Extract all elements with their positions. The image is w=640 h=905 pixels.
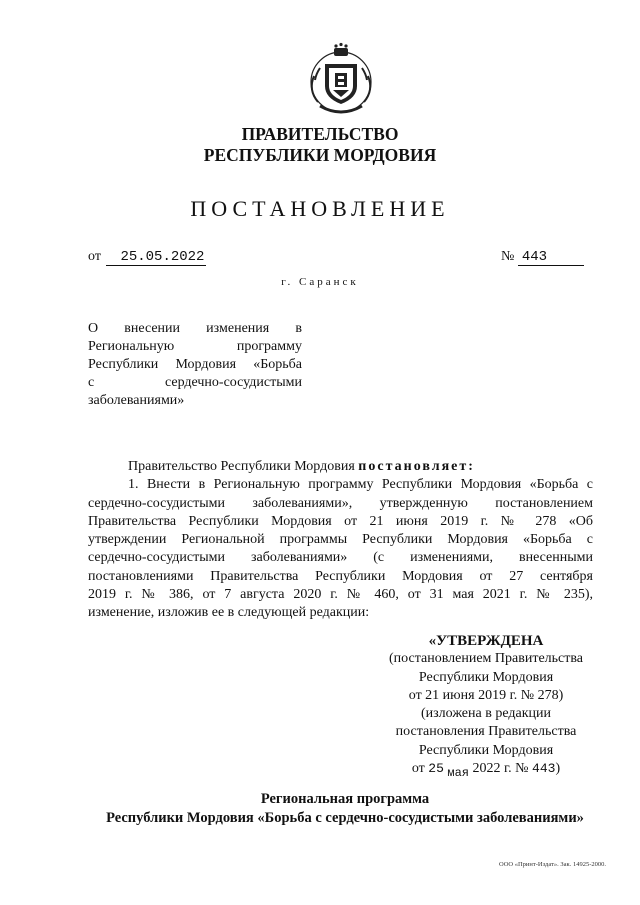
body-line: сердечно-сосудистыми заболеваниями» (с изменениями, внесенными xyxy=(88,550,593,566)
program-title xyxy=(0,790,640,827)
preamble-text: Правительство Республики Мордовия xyxy=(128,459,355,474)
subject-line: О внесении изменения в xyxy=(88,321,302,336)
government-title-line: РЕСПУБЛИКИ МОРДОВИЯ xyxy=(203,145,437,165)
body-line: утверждении Региональной программы Республики Мордовия «Борьба с xyxy=(88,532,593,548)
body-line: изменение, изложив ее в следующей редакции: xyxy=(88,605,370,621)
date-prefix: от xyxy=(88,249,101,264)
approval-line: Республики Мордовия xyxy=(418,742,554,758)
government-title-line: ПРАВИТЕЛЬСТВО xyxy=(241,124,399,144)
approval-date-day: 25 xyxy=(428,761,444,777)
program-title-line: Республики Мордовия «Борьба с сердечно-сосудистыми заболеваниями» xyxy=(106,809,584,826)
approval-stamp xyxy=(370,632,602,781)
government-title xyxy=(0,124,640,166)
approval-date-line xyxy=(370,760,602,781)
subject-line: с сердечно-сосудистыми xyxy=(88,375,302,390)
subject-line: заболеваниями» xyxy=(88,393,185,408)
city: г. Саранск xyxy=(281,276,359,288)
approval-line: от 21 июня 2019 г. № 278) xyxy=(408,687,564,703)
document-type: ПОСТАНОВЛЕНИЕ xyxy=(190,196,450,221)
coat-of-arms-emblem xyxy=(300,40,382,118)
approval-line: (изложена в редакции xyxy=(421,706,551,722)
body-line: сердечно-сосудистыми заболеваниями», утвержденную постановлением xyxy=(88,495,593,511)
number-value: 443 xyxy=(518,249,584,266)
date-value: 25.05.2022 xyxy=(106,249,206,266)
approval-line: (постановлением Правительства xyxy=(389,651,583,667)
document-number xyxy=(501,249,584,266)
number-prefix: № xyxy=(501,249,515,264)
approval-heading: «УТВЕРЖДЕНА xyxy=(428,633,544,649)
subject-heading xyxy=(88,320,302,410)
subject-line: Региональную программу xyxy=(88,339,302,354)
approval-date-month: мая xyxy=(447,766,470,781)
approval-line: постановления Правительства xyxy=(395,724,577,740)
document-date xyxy=(88,249,206,266)
body-line: 1. Внести в Региональную программу Республики Мордовия «Борьба с xyxy=(128,477,593,493)
subject-line: Республики Мордовия «Борьба xyxy=(88,357,302,372)
approval-date-year: 2022 г. № xyxy=(472,761,529,777)
printer-note: ООО «Принт-Издат». Зак. 14925-2000. xyxy=(499,861,606,868)
document-body xyxy=(88,458,593,623)
preamble-decision: постановляет: xyxy=(358,459,475,474)
program-title-line: Региональная программа xyxy=(260,791,430,807)
body-line: постановлениями Правительства Республики Мордовия от 27 сентября xyxy=(88,568,593,584)
approval-date-prefix: от xyxy=(411,761,425,777)
approval-number: 443 xyxy=(532,761,556,777)
body-line: 2019 г. № 386, от 7 августа 2020 г. № 460, от 31 мая 2021 г. № 235), xyxy=(88,587,593,603)
body-line: Правительства Республики Мордовия от 21 июня 2019 г. № 278 «Об xyxy=(88,513,593,529)
approval-date-suffix: ) xyxy=(555,761,561,777)
approval-line: Республики Мордовия xyxy=(418,669,554,685)
preamble xyxy=(88,458,593,476)
